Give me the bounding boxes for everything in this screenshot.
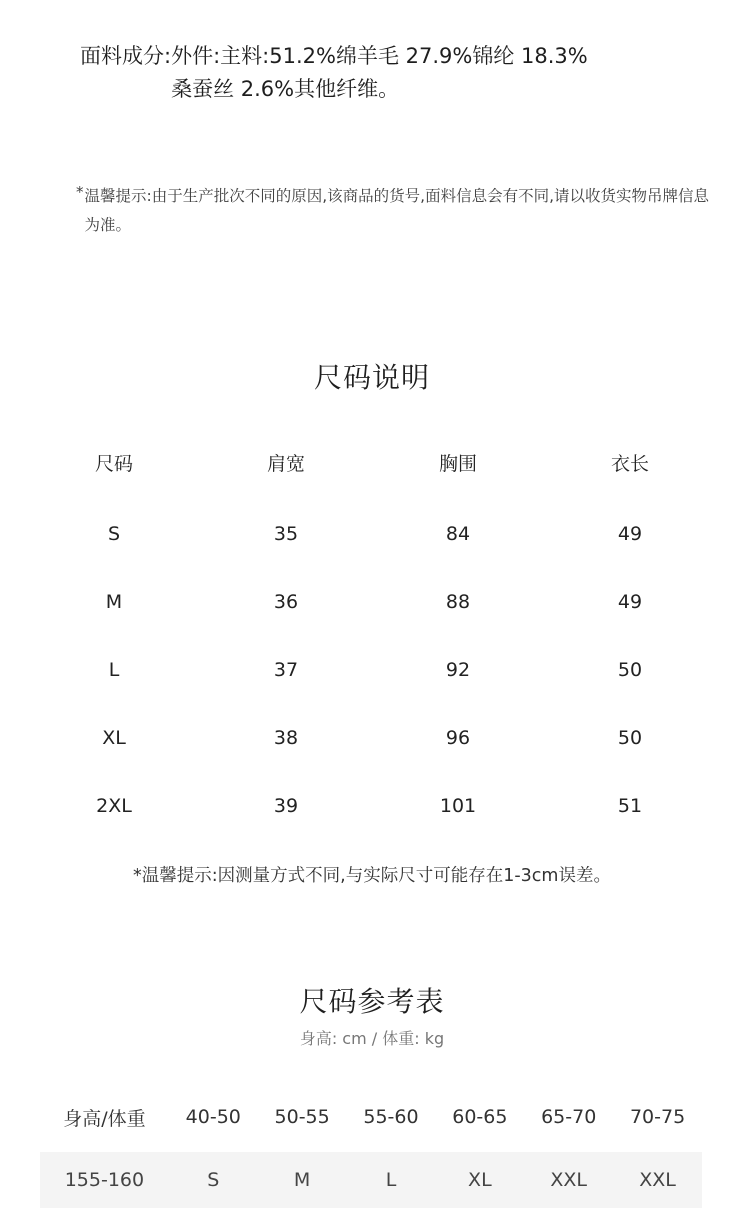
size-chart-title: 尺码说明 bbox=[313, 361, 430, 394]
fabric-label: 面料成分: bbox=[80, 44, 172, 68]
header-cell: 胸围 bbox=[438, 452, 477, 475]
table-cell: 39 bbox=[273, 795, 299, 817]
table-cell: 49 bbox=[617, 523, 643, 545]
header-cell: 尺码 bbox=[94, 452, 133, 475]
table-cell: M bbox=[293, 1169, 311, 1191]
notice-text: 温馨提示:由于生产批次不同的原因,该商品的货号,面料信息会有不同,请以收货实物吊牌信息为准。 bbox=[84, 187, 710, 234]
table-cell: XL bbox=[468, 1169, 492, 1191]
table-cell: 50 bbox=[617, 727, 643, 749]
table-cell: XXL bbox=[550, 1169, 588, 1191]
table-cell: 51 bbox=[617, 795, 643, 817]
table-cell: 2XL bbox=[96, 795, 132, 817]
header-cell: 65-70 bbox=[541, 1106, 597, 1128]
table-cell: L bbox=[108, 659, 120, 681]
table-cell: 49 bbox=[617, 591, 643, 613]
table-cell: 35 bbox=[273, 523, 299, 545]
notice-asterisk: * bbox=[76, 183, 84, 201]
table-cell: 155-160 bbox=[64, 1169, 145, 1191]
table-row bbox=[28, 704, 716, 772]
table-row bbox=[28, 568, 716, 636]
fabric-composition bbox=[80, 40, 720, 106]
fabric-line-2: 桑蚕丝 2.6%其他纤维。 bbox=[171, 77, 400, 101]
table-cell: 88 bbox=[445, 591, 471, 613]
fabric-notice bbox=[76, 182, 716, 240]
size-reference-table bbox=[40, 1094, 702, 1208]
header-cell: 衣长 bbox=[610, 452, 649, 475]
table-cell: 84 bbox=[445, 523, 471, 545]
table-row bbox=[28, 636, 716, 704]
table-row bbox=[28, 500, 716, 568]
header-cell: 50-55 bbox=[274, 1106, 330, 1128]
table-cell: M bbox=[105, 591, 123, 613]
header-cell: 60-65 bbox=[452, 1106, 508, 1128]
fabric-line-1: 外件:主料:51.2%绵羊毛 27.9%锦纶 18.3% bbox=[171, 44, 588, 68]
size-reference-title: 尺码参考表 bbox=[299, 985, 445, 1018]
size-chart-table bbox=[28, 440, 716, 840]
size-chart-header-row bbox=[28, 440, 716, 484]
table-cell: L bbox=[385, 1169, 397, 1191]
header-cell: 肩宽 bbox=[266, 452, 305, 475]
table-cell: 38 bbox=[273, 727, 299, 749]
table-cell: S bbox=[107, 523, 121, 545]
table-cell: 101 bbox=[439, 795, 477, 817]
size-reference-subtitle: 身高: cm / 体重: kg bbox=[299, 1029, 445, 1048]
table-cell: 37 bbox=[273, 659, 299, 681]
header-cell: 55-60 bbox=[363, 1106, 419, 1128]
table-row bbox=[28, 772, 716, 840]
header-cell: 70-75 bbox=[629, 1106, 686, 1128]
table-cell: 96 bbox=[445, 727, 471, 749]
table-cell: 50 bbox=[617, 659, 643, 681]
fabric-row bbox=[80, 40, 720, 106]
fabric-text bbox=[171, 40, 720, 106]
header-cell: 身高/体重 bbox=[63, 1107, 146, 1130]
table-cell: S bbox=[207, 1169, 220, 1191]
table-cell: XXL bbox=[639, 1169, 676, 1191]
table-cell: XL bbox=[102, 727, 126, 749]
table-cell: 36 bbox=[273, 591, 299, 613]
measurement-notice: *温馨提示:因测量方式不同,与实际尺寸可能存在1-3cm误差。 bbox=[133, 866, 611, 886]
reference-header-row bbox=[40, 1094, 702, 1140]
header-cell: 40-50 bbox=[185, 1106, 241, 1128]
table-cell: 92 bbox=[445, 659, 471, 681]
